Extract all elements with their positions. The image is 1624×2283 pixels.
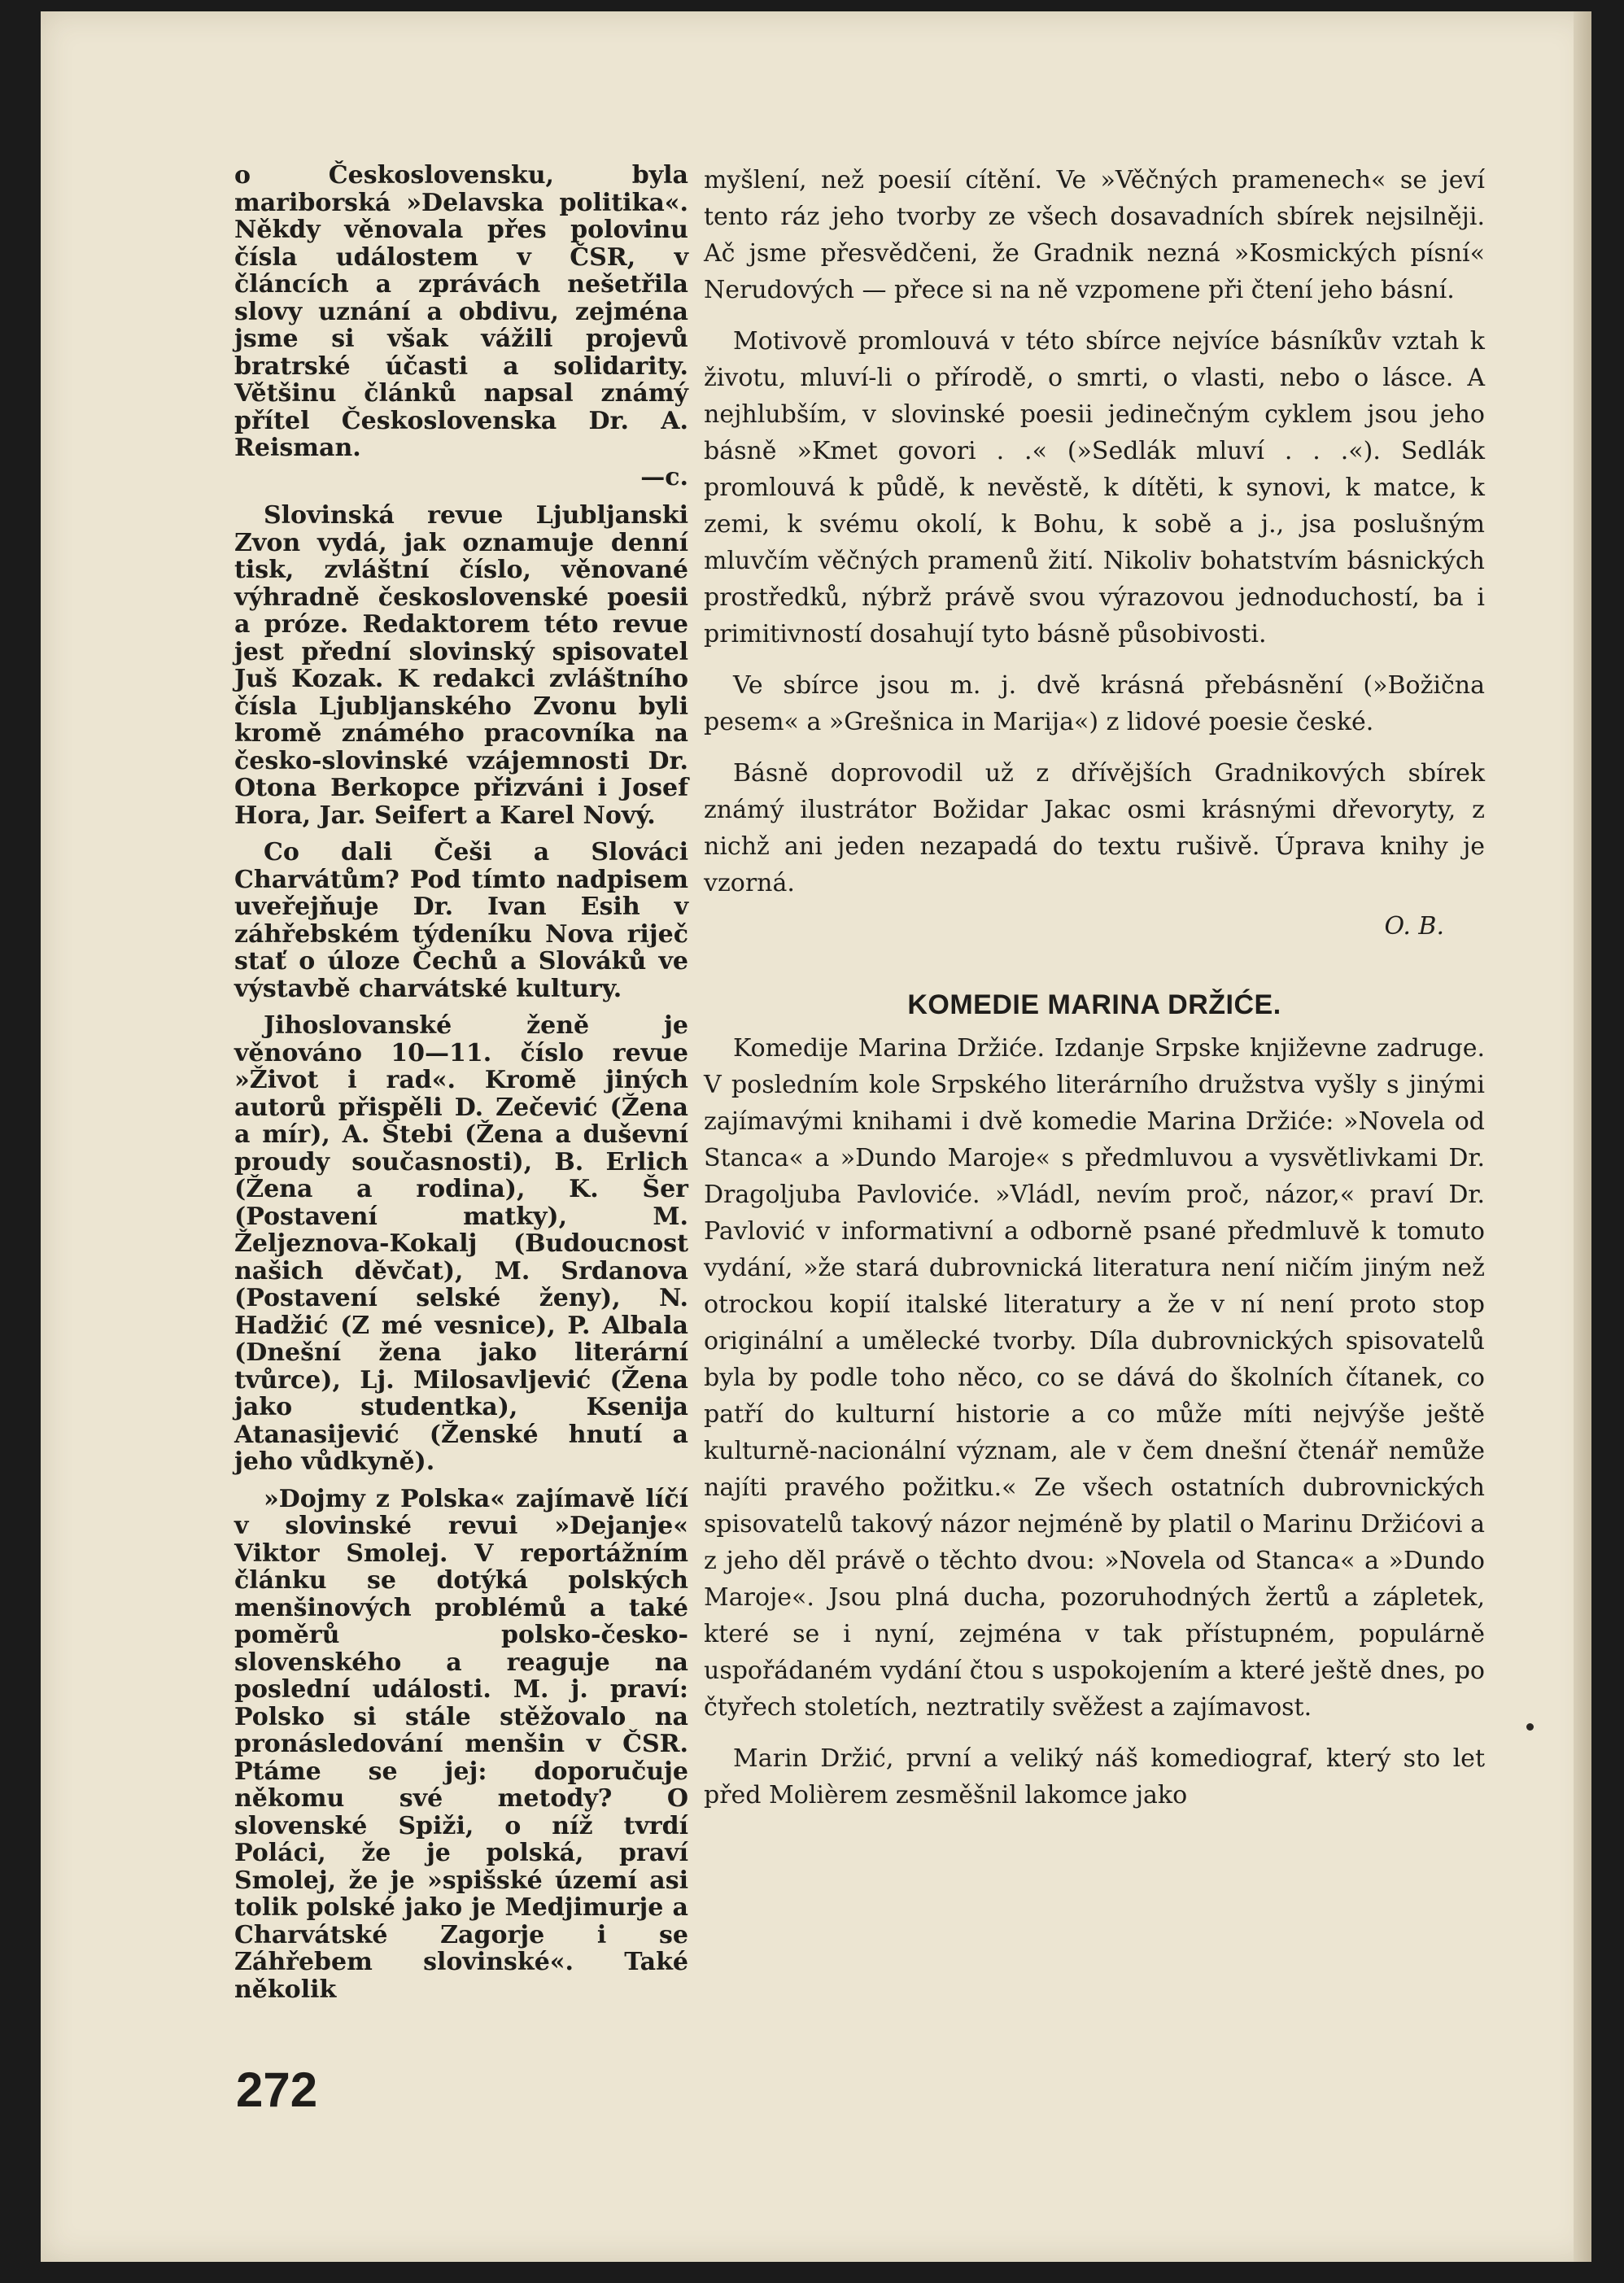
paragraph-ljubljanski-zvon: [234, 502, 688, 829]
paragraph-lead: Slovinská revue Ljubljanski Zvon: [234, 501, 688, 557]
right-column: [704, 162, 1485, 1828]
paragraph-prebasneni: Ve sbírce jsou m. j. dvě krásná přebásnění (»Božična pesem« a »Grešnica in Marija«) z lidové poesie české.: [704, 671, 1485, 736]
paragraph-jakac: Básně doprovodil už z dřívějších Gradnikových sbírek známý ilustrátor Božidar Jakac osmi krásnými dřevoryty, z nichž ani jeden nezapadá do textu rušivě. Úprava knihy je vzorná.: [704, 759, 1485, 897]
page-number: 272: [236, 2063, 318, 2117]
paragraph-lead: Jihoslovanské ženě: [264, 1011, 590, 1040]
paragraph-lead: Co dali Češi a Slováci Charvátům?: [234, 838, 688, 894]
ink-dot: [1526, 1723, 1534, 1731]
paragraph-body: vydá, jak oznamuje denní tisk, zvláštní číslo, věnované výhradně československé poesii a próze. Redaktorem této revue jest přední slovinský spisovatel Juš Kozak. K redakci zvláštního čísla Ljubljanského Zvonu byli kromě známého pracovníka na česko-slovinské vzájemnosti Dr. Otona Berkopce přizváni i Josef Hora, Jar. Seifert a Karel Nový.: [234, 528, 688, 830]
paragraph-marin-drzic: Marin Držić, první a veliký náš komediograf, který sto let před Molièrem zesměšnil lakomce jako: [704, 1744, 1485, 1809]
paragraph-delavska-politika: o Československu, byla mariborská »Delavska politika«. Někdy věnovala přes polovinu čísla událostem v ČSR, v článcích a zprávách nešetřila slovy uznání a obdivu, zejména jsme si však vážili projevů bratrské účasti a solidarity. Většinu článků napsal známý přítel Československa Dr. A. Reisman.: [234, 161, 688, 462]
paragraph-dojmy-z-polska: [234, 1486, 688, 2004]
paragraph-lead: »Dojmy z Polska«: [264, 1484, 505, 1513]
paragraph-body: Pod tímto nadpisem uveřejňuje Dr. Ivan Esih v záhřebském týdeníku Nova riječ stať o úloze Čechů a Slováků ve výstavbě charvátské kultury.: [234, 865, 688, 1003]
signature-ob: O. B.: [1384, 912, 1444, 941]
left-column: [234, 162, 688, 2013]
paragraph-kmet-govori: Motivově promlouvá v této sbírce nejvíce básníkův vztah k životu, mluví-li o přírodě, o smrti, o vlasti, nebo o lásce. A nejhlubším, v slovinské poesii jedinečným cyklem jsou jeho básně »Kmet govori . .« (»Sedlák mluví . . .«). Sedlák promlouvá k půdě, k nevěstě, k dítěti, k synovi, k matce, k zemi, k svému okolí, k Bohu, k sobě a j., jsa poslušným mluvčím věčných pramenů žití. Nikoliv bohatstvím básnických prostředků, nýbrž právě svou výrazovou jednoduchostí, ba i primitivností dosahují tyto básně působivosti.: [704, 327, 1485, 648]
paragraph-body: je věnováno 10—11. číslo revue »Život i rad«. Kromě jiných autorů přispěli D. Zečević (Žena a mír), A. Štebi (Žena a duševní proudy současnosti), B. Erlich (Žena a rodina), K. Šer (Postavení matky), M. Željeznova-Kokalj (Budoucnost našich děvčat), M. Srdanova (Postavení selské ženy), N. Hadžić (Z mé vesnice), P. Albala (Dnešní žena jako literární tvůrce), Lj. Milosavljević (Žena jako studentka), Ksenija Atanasijević (Ženské hnutí a jeho vůdkyně).: [234, 1011, 689, 1476]
paragraph-body: zajímavě líčí v slovinské revui »Dejanje« Viktor Smolej. V reportážním článku se dotýká polských menšinových problémů a také poměrů polsko-česko-slovenského a reaguje na poslední události. M. j. praví: Polsko si stále stěžovalo na pronásledování menšin v ČSR. Ptáme se jej: doporučuje někomu své metody? O slovenské Spiži, o níž tvrdí Poláci, že je polská, praví Smolej, že je »spišské území asi tolik polské jako je Medjimurje a Charvátské Zagorje i se Záhřebem slovinské«. Také několik: [234, 1484, 688, 2004]
paragraph-zena: [234, 1012, 688, 1476]
paragraph-komedie: Komedije Marina Držiće. Izdanje Srpske književne zadruge. V posledním kole Srpského literárního družstva vyšly s jinými zajímavými knihami i dvě komedie Marina Držiće: »Novela od Stanca« a »Dundo Maroje« s předmluvou a vysvětlivkami Dr. Dragoljuba Pavloviće. »Vládl, nevím proč, názor,« praví Dr. Pavlović v informativní a odborně psané předmluvě k tomuto vydání, »že stará dubrovnická literatura není ničím jiným než otrockou kopií italské literatury a že v ní není proto stop originální a umělecké tvorby. Díla dubrovnických spisovatelů byla by podle toho něco, co se dává do školních čítanek, co patří do kulturní historie a co může míti nejvýše ještě kulturně-nacionální význam, ale v čem dnešní čtenář nemůže najíti pravého požitku.« Ze všech ostatních dubrovnických spisovatelů takový názor nejméně by platil o Marinu Držićovi a z jeho děl právě o těchto dvou: »Novela od Stanca« a »Dundo Maroje«. Jsou plná ducha, pozoruhodných žertů a zápletek, které se i nyní, zejména v tak přístupném, populárně uspořádaném vydání čtou s uspokojením a které ještě dnes, po čtyřech stoletích, neztratily svěžest a zajímavost.: [704, 1034, 1485, 1722]
page-edge: [1574, 11, 1591, 2262]
signature-c: —c.: [640, 462, 688, 491]
page-sheet: [41, 11, 1591, 2262]
section-heading: KOMEDIE MARINA DRŽIĆE.: [907, 989, 1281, 1020]
paragraph-vecne-prameny: myšlení, než poesií cítění. Ve »Věčných pramenech« se jeví tento ráz jeho tvorby ze všech dosavadních sbírek nejsilněji. Ač jsme přesvědčeni, že Gradnik nezná »Kosmických písní« Nerudových — přece si na ně vzpomene při čtení jeho básní.: [704, 166, 1485, 304]
paragraph-charvati: [234, 839, 688, 1002]
